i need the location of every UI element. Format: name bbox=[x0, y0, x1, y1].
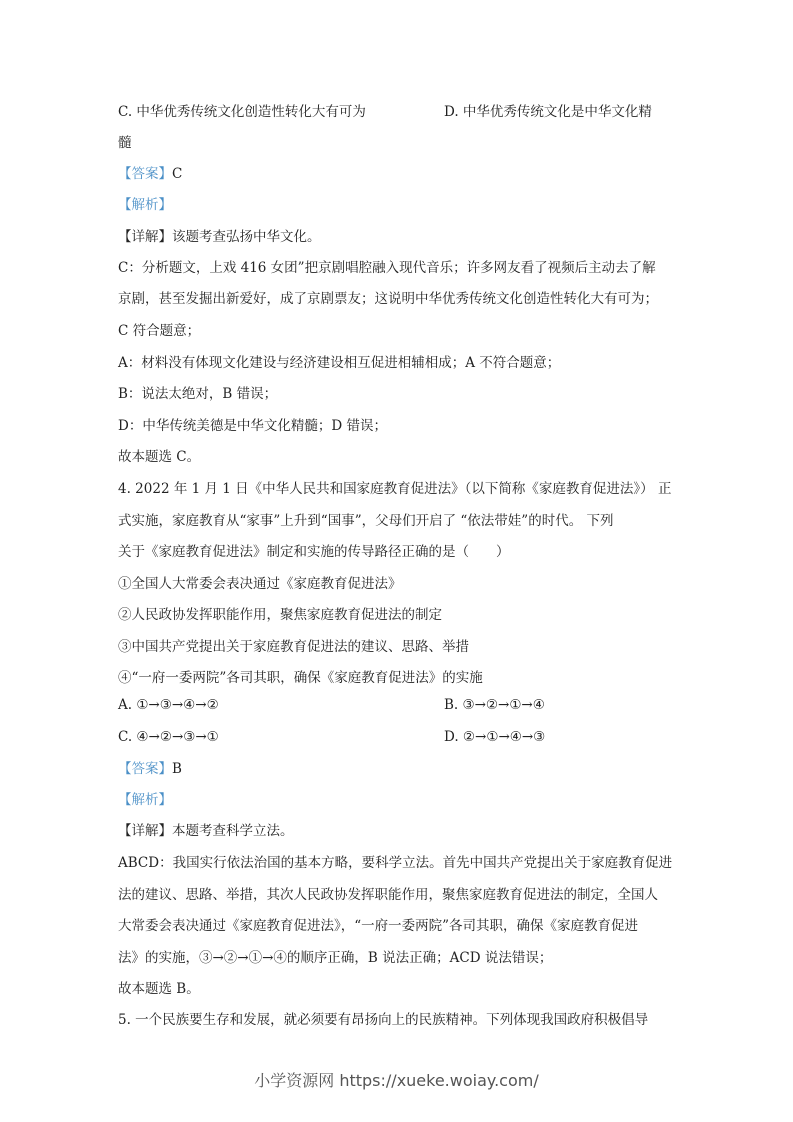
q4-option-c: C. ④→②→③→① bbox=[118, 729, 219, 745]
q4-option-a: A. ①→③→④→② bbox=[118, 697, 219, 713]
q4-option-d: D. ②→①→④→③ bbox=[444, 729, 546, 745]
q4-item: ①全国人大常委会表决通过《家庭教育促进法》 bbox=[118, 576, 402, 592]
q3-option-c: C. 中华优秀传统文化创造性转化大有可为 bbox=[118, 104, 366, 120]
q3-answer bbox=[118, 165, 182, 183]
q4-detail-line: 法的建议、思路、举措，其次人民政协发挥职能作用，聚焦家庭教育促进法的制定，全国人 bbox=[118, 887, 658, 903]
answer-value: B bbox=[172, 761, 182, 777]
answer-label: 【答案】 bbox=[118, 761, 172, 777]
q3-detail-line: 京剧，甚至发掘出新爱好，成了京剧票友；这说明中华优秀传统文化创造性转化大有可为； bbox=[118, 291, 658, 307]
q3-detail-line: B：说法太绝对，B 错误； bbox=[118, 386, 278, 402]
q3-option-d: D. 中华优秀传统文化是中华文化精 bbox=[444, 104, 652, 120]
q4-analysis-label: 【解析】 bbox=[118, 792, 172, 808]
answer-value: C bbox=[172, 166, 183, 182]
q4-answer bbox=[118, 760, 182, 778]
q3-detail-line: C 符合题意； bbox=[118, 323, 201, 339]
detail-label: 【详解】 bbox=[118, 823, 172, 839]
q4-item: ③中国共产党提出关于家庭教育促进法的建议、思路、举措 bbox=[118, 639, 469, 655]
q5-stem: 5. 一个民族要生存和发展，就必须要有昂扬向上的民族精神。下列体现我国政府积极倡导 bbox=[118, 1012, 649, 1028]
q4-detail-line: 大常委会表决通过《家庭教育促进法》，“一府一委两院”各司其职，确保《家庭教育促进 bbox=[118, 918, 639, 934]
q4-item: ②人民政协发挥职能作用，聚焦家庭教育促进法的制定 bbox=[118, 607, 442, 623]
q3-detail-line: 故本题选 C。 bbox=[118, 449, 201, 465]
q4-option-b: B. ③→②→①→④ bbox=[444, 697, 545, 713]
q4-stem-line: 关于《家庭教育促进法》制定和实施的传导路径正确的是（ ） bbox=[118, 544, 510, 560]
q3-analysis-label: 【解析】 bbox=[118, 197, 172, 213]
q4-detail-line: 故本题选 B。 bbox=[118, 981, 200, 997]
footer-watermark: 小学资源网 https://xueke.woiay.com/ bbox=[254, 1071, 539, 1090]
q4-detail bbox=[118, 822, 294, 840]
answer-label: 【答案】 bbox=[118, 166, 172, 182]
detail-label: 【详解】 bbox=[118, 229, 172, 245]
q3-detail-line: C：分析题文，上戏 416 女团”把京剧唱腔融入现代音乐；许多网友看了视频后主动去了解 bbox=[118, 260, 656, 276]
detail-intro: 本题考查科学立法。 bbox=[172, 823, 294, 839]
q4-item: ④“一府一委两院”各司其职，确保《家庭教育促进法》的实施 bbox=[118, 670, 483, 686]
q4-detail-line: 法》的实施，③→②→①→④的顺序正确，B 说法正确；ACD 说法错误； bbox=[118, 950, 553, 966]
q3-detail bbox=[118, 228, 321, 246]
detail-intro: 该题考查弘扬中华文化。 bbox=[172, 229, 321, 245]
q4-detail-line: ABCD：我国实行依法治国的基本方略，要科学立法。首先中国共产党提出关于家庭教育促进 bbox=[118, 855, 673, 871]
q3-option-d-cont: 髓 bbox=[118, 135, 132, 151]
q3-detail-line: D：中华传统美德是中华文化精髓；D 错误； bbox=[118, 418, 387, 434]
q4-stem-line: 式实施，家庭教育从“家事”上升到“国事”，父母们开启了 “依法带娃”的时代。 下列 bbox=[118, 513, 614, 529]
q4-stem-line: 4. 2022 年 1 月 1 日《中华人民共和国家庭教育促进法》（以下简称《家庭教育促进法》） 正 bbox=[118, 481, 672, 497]
q3-detail-line: A：材料没有体现文化建设与经济建设相互促进相辅相成；A 不符合题意； bbox=[118, 355, 561, 371]
